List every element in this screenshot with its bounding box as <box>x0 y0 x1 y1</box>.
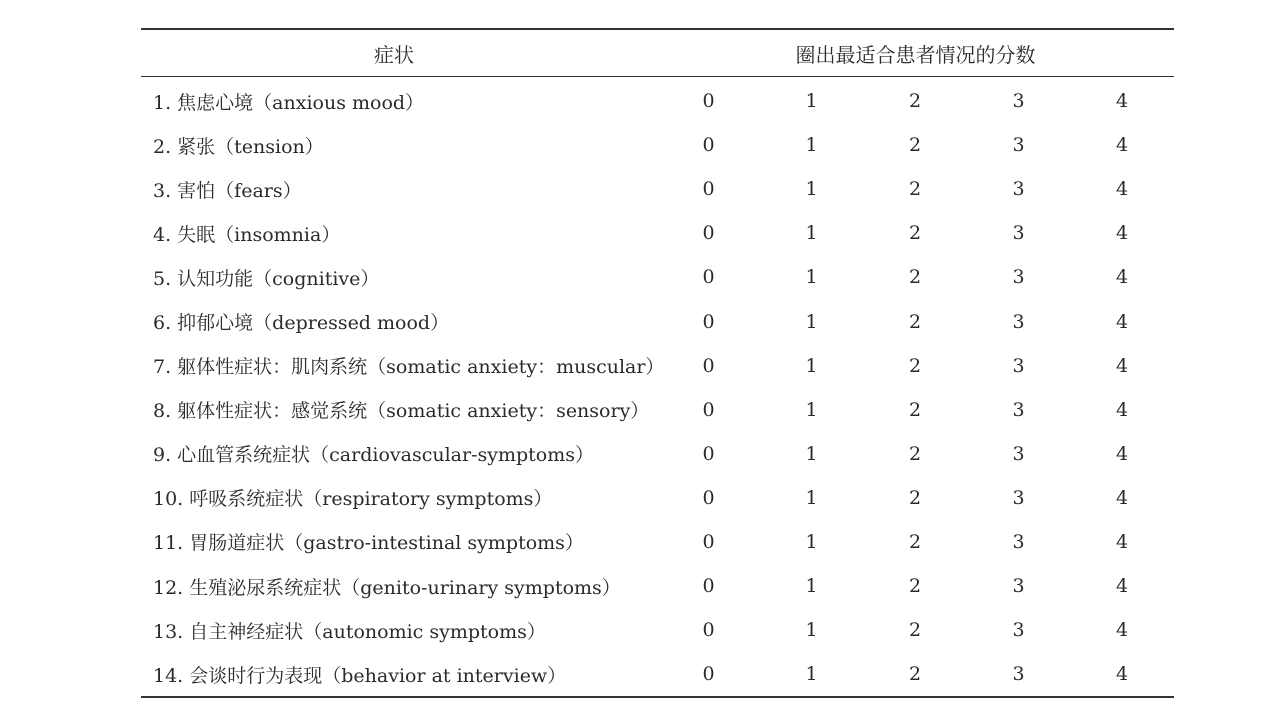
score-option-4[interactable]: 4 <box>1115 442 1129 465</box>
score-option-0[interactable]: 0 <box>702 222 715 245</box>
score-option-0[interactable]: 0 <box>702 442 715 465</box>
score-option-0[interactable]: 0 <box>702 398 715 421</box>
score-option-4[interactable]: 4 <box>1115 222 1129 245</box>
score-option-2[interactable]: 2 <box>908 134 922 157</box>
score-option-1[interactable]: 1 <box>805 530 818 553</box>
table-row <box>141 564 1174 608</box>
score-option-1[interactable]: 1 <box>805 486 818 509</box>
score-option-3[interactable]: 3 <box>1012 354 1025 377</box>
score-option-1[interactable]: 1 <box>805 90 818 113</box>
score-option-3[interactable]: 3 <box>1012 266 1025 289</box>
score-option-1[interactable]: 1 <box>805 222 818 245</box>
score-option-0[interactable]: 0 <box>702 354 715 377</box>
symptom-label: 13. 自主神经症状（autonomic symptoms） <box>153 620 546 643</box>
score-option-3[interactable]: 3 <box>1012 398 1025 421</box>
symptom-label: 10. 呼吸系统症状（respiratory symptoms） <box>153 488 553 511</box>
score-option-1[interactable]: 1 <box>805 442 818 465</box>
header-row <box>141 29 1174 77</box>
score-option-2[interactable]: 2 <box>908 663 922 686</box>
symptom-label: 1. 焦虑心境（anxious mood） <box>153 91 425 114</box>
symptom-label: 12. 生殖泌尿系统症状（genito-urinary symptoms） <box>153 576 621 599</box>
score-option-4[interactable]: 4 <box>1115 663 1129 686</box>
table-row <box>141 299 1174 343</box>
score-option-1[interactable]: 1 <box>805 178 818 201</box>
score-option-3[interactable]: 3 <box>1012 178 1025 201</box>
score-option-1[interactable]: 1 <box>805 398 818 421</box>
table-row <box>141 476 1174 520</box>
score-option-2[interactable]: 2 <box>908 354 922 377</box>
score-option-1[interactable]: 1 <box>805 619 818 642</box>
score-option-2[interactable]: 2 <box>908 310 922 333</box>
score-option-4[interactable]: 4 <box>1115 178 1129 201</box>
symptom-label: 9. 心血管系统症状（cardiovascular-symptoms） <box>153 444 594 467</box>
symptom-label: 3. 害怕（fears） <box>153 179 302 202</box>
score-option-0[interactable]: 0 <box>702 134 715 157</box>
score-option-0[interactable]: 0 <box>702 530 715 553</box>
score-option-2[interactable]: 2 <box>908 530 922 553</box>
score-option-4[interactable]: 4 <box>1115 134 1129 157</box>
score-option-4[interactable]: 4 <box>1115 90 1129 113</box>
score-option-2[interactable]: 2 <box>908 398 922 421</box>
table-row <box>141 652 1174 697</box>
score-option-0[interactable]: 0 <box>702 619 715 642</box>
score-option-4[interactable]: 4 <box>1115 575 1129 598</box>
rating-scale-table <box>141 28 1174 698</box>
symptom-column-header: 症状 <box>141 29 657 77</box>
symptom-label: 8. 躯体性症状：感觉系统（somatic anxiety：sensory） <box>153 400 650 423</box>
symptom-label: 4. 失眠（insomnia） <box>153 223 341 246</box>
score-option-2[interactable]: 2 <box>908 222 922 245</box>
score-column-header: 圈出最适合患者情况的分数 <box>657 29 1174 77</box>
symptom-label: 2. 紧张（tension） <box>153 135 324 158</box>
score-option-1[interactable]: 1 <box>805 354 818 377</box>
score-option-0[interactable]: 0 <box>702 266 715 289</box>
score-option-3[interactable]: 3 <box>1012 575 1025 598</box>
table-row <box>141 344 1174 388</box>
score-option-2[interactable]: 2 <box>908 90 922 113</box>
score-option-1[interactable]: 1 <box>805 575 818 598</box>
score-option-3[interactable]: 3 <box>1012 486 1025 509</box>
table-row <box>141 388 1174 432</box>
score-option-3[interactable]: 3 <box>1012 442 1025 465</box>
score-option-0[interactable]: 0 <box>702 575 715 598</box>
score-option-3[interactable]: 3 <box>1012 619 1025 642</box>
score-option-3[interactable]: 3 <box>1012 663 1025 686</box>
table-row <box>141 520 1174 564</box>
score-option-1[interactable]: 1 <box>805 134 818 157</box>
table-row <box>141 432 1174 476</box>
score-option-2[interactable]: 2 <box>908 442 922 465</box>
score-option-2[interactable]: 2 <box>908 575 922 598</box>
score-option-4[interactable]: 4 <box>1115 486 1129 509</box>
score-option-1[interactable]: 1 <box>805 266 818 289</box>
rating-scale-table-container <box>141 28 1174 698</box>
symptom-label: 5. 认知功能（cognitive） <box>153 267 380 290</box>
score-option-4[interactable]: 4 <box>1115 398 1129 421</box>
score-option-2[interactable]: 2 <box>908 486 922 509</box>
score-option-2[interactable]: 2 <box>908 266 922 289</box>
symptom-label: 11. 胃肠道症状（gastro-intestinal symptoms） <box>153 532 584 555</box>
score-option-4[interactable]: 4 <box>1115 310 1129 333</box>
table-row <box>141 255 1174 299</box>
score-option-4[interactable]: 4 <box>1115 619 1129 642</box>
score-option-2[interactable]: 2 <box>908 178 922 201</box>
score-option-1[interactable]: 1 <box>805 663 818 686</box>
symptom-label: 6. 抑郁心境（depressed mood） <box>153 312 450 335</box>
score-option-3[interactable]: 3 <box>1012 222 1025 245</box>
score-option-0[interactable]: 0 <box>702 663 715 686</box>
score-option-4[interactable]: 4 <box>1115 354 1129 377</box>
score-option-3[interactable]: 3 <box>1012 90 1025 113</box>
score-option-0[interactable]: 0 <box>702 486 715 509</box>
score-option-4[interactable]: 4 <box>1115 266 1129 289</box>
table-row <box>141 77 1174 124</box>
score-option-3[interactable]: 3 <box>1012 530 1025 553</box>
score-option-0[interactable]: 0 <box>702 310 715 333</box>
score-option-3[interactable]: 3 <box>1012 310 1025 333</box>
table-row <box>141 211 1174 255</box>
score-option-2[interactable]: 2 <box>908 619 922 642</box>
symptom-label: 14. 会谈时行为表现（behavior at interview） <box>153 664 567 687</box>
table-row <box>141 123 1174 167</box>
score-option-0[interactable]: 0 <box>702 90 715 113</box>
table-row <box>141 167 1174 211</box>
table-body <box>141 77 1174 698</box>
score-option-0[interactable]: 0 <box>702 178 715 201</box>
score-option-1[interactable]: 1 <box>805 310 818 333</box>
score-option-3[interactable]: 3 <box>1012 134 1025 157</box>
score-option-4[interactable]: 4 <box>1115 530 1129 553</box>
table-row <box>141 608 1174 652</box>
symptom-label: 7. 躯体性症状：肌肉系统（somatic anxiety：muscular） <box>153 356 665 379</box>
